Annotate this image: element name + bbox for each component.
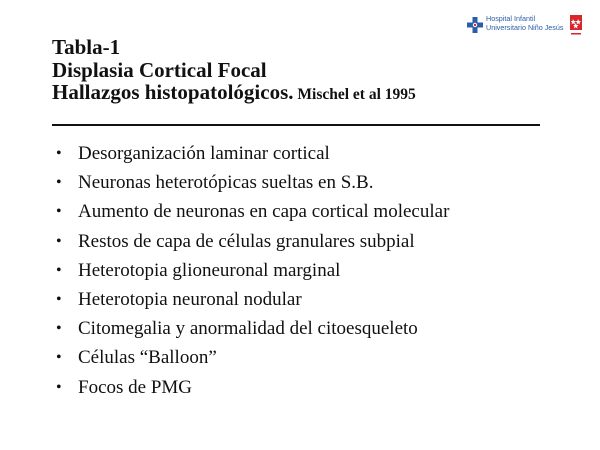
list-item [56,143,449,172]
title-divider [52,124,540,126]
list-item [56,289,449,318]
list-item-text: Células “Balloon” [78,347,217,369]
title-citation: Mischel et al 1995 [293,86,416,103]
bullet-icon: • [56,349,62,367]
list-item [56,172,449,201]
title-findings-main: Hallazgos histopatológicos. [52,80,294,104]
list-item-text: Aumento de neuronas en capa cortical molecular [78,201,450,223]
bullet-icon: • [56,145,62,162]
list-item [56,260,449,289]
title-block [52,36,416,107]
list-item-text: Heterotopia glioneuronal marginal [78,259,341,281]
hospital-logo-icon [466,16,484,34]
comunidad-madrid-seal-icon [569,14,583,38]
list-item-text: Citomegalia y anormalidad del citoesqueleto [78,318,418,340]
list-item-text: Desorganización laminar cortical [78,143,330,164]
list-item [56,347,449,376]
list-item-text: Restos de capa de células granulares subpial [78,230,415,252]
list-item [56,201,449,230]
list-item [56,377,449,406]
list-item [56,231,449,260]
title-table-number: Tabla-1 [52,35,121,59]
bullet-icon: • [56,174,62,192]
bullet-icon: • [56,320,62,338]
list-item-text: Heterotopia neuronal nodular [78,288,302,310]
hospital-logo [466,14,586,40]
list-item-text: Neuronas heterotópicas sueltas en S.B. [78,172,374,194]
title-findings [52,81,416,107]
bullet-icon: • [56,378,62,396]
hospital-logo-line1: Hospital Infantil [486,14,536,23]
bullet-icon: • [56,232,62,250]
findings-list [56,143,449,406]
bullet-icon: • [56,290,62,308]
title-topic: Displasia Cortical Focal [52,57,267,82]
list-item [56,318,449,347]
bullet-icon: • [56,261,62,279]
list-item-text: Focos de PMG [78,376,193,398]
hospital-logo-text [486,15,564,32]
bullet-icon: • [56,203,62,221]
hospital-logo-line2: Universitario Niño Jesús [486,22,564,32]
